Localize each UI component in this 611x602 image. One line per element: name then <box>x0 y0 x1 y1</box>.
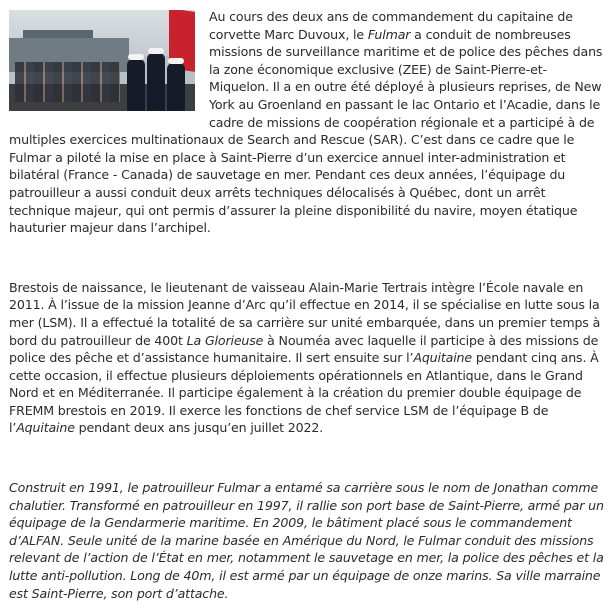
photo-sailor <box>127 59 145 111</box>
article-body <box>9 8 605 602</box>
ship-name: Aquitaine <box>16 420 75 436</box>
ship-name: La Glorieuse <box>186 332 264 348</box>
photo-sailor-cap <box>148 48 164 54</box>
photo-sailor <box>167 63 185 111</box>
photo-sailor <box>147 53 165 111</box>
text-run: Au cours des deux ans de commandement du capitaine de corvette Marc Duvoux, le <box>209 9 573 42</box>
photo-crowd <box>15 62 120 102</box>
text-run: a conduit de nombreuses missions de surveillance maritime et de police des pêches dans la zone économique exclusive (ZEE) de Saint-Pierre-et-Miquelon. Il a en outre été déployé à plusieurs reprises, de New York au Groenland en passant le lac Ontario et l’Acadie, dans le cadre de missions de coopération régionale et a participé à de multiples exercices multinationaux de Search and Rescue (SAR). C’est dans ce cadre que le Fulmar a piloté la mise en place à Saint-Pierre d’un exercice annuel inter-administration et bilatéral (France - Canada) de sauvetage en mer. Pendant ces deux années, l’équipage du patrouilleur a aussi conduit deux arrêts techniques délocalisés à Québec, dont un arrêt technique majeur, qui ont permis d’assurer la pleine disponibilité du navire, moyen étatique hauturier majeur dans l’archipel. <box>9 26 603 236</box>
ceremony-photo <box>9 10 195 111</box>
text-run: pendant cinq ans. À cette occasion, il effectue plusieurs déploiements opérationnels en Atlantique, dans le Grand Nord et en Méditerranée. Il participe également à la création du premier double équipage de FREMM brestois en 2019. Il exerce les fonctions de chef service LSM de l’équipage B de l’ <box>9 350 599 436</box>
ship-name: Aquitaine <box>413 350 472 366</box>
paragraph-ship-history: Construit en 1991, le patrouilleur Fulmar a entamé sa carrière sous le nom de Jonathan comme chalutier. Transformé en patrouilleur en 1997, il rallie son port base de Saint-Pierre, armé par un équipage de la Gendarmerie maritime. En 2009, le bâtiment placé sous le commandement d’ALFAN. Seule unité de la marine basée en Amérique du Nord, le Fulmar conduit des missions relevant de l’action de l’État en mer, notamment le sauvetage en mer, la police des pêches et la lutte anti-pollution. Long de 40m, il est armé par un équipage de onze marins. Sa ville marraine est Saint-Pierre, son port d’attache. <box>9 480 604 601</box>
text-run: pendant deux ans jusqu’en juillet 2022. <box>74 420 324 436</box>
photo-sailor-cap <box>128 54 144 60</box>
paragraph-new-commander <box>9 279 605 437</box>
text-run: Brestois de naissance, le lieutenant de vaisseau Alain-Marie Tertrais intègre l’École navale en 2011. À l’issue de la mission Jeanne d’Arc qu’il effectue en 2014, il se spécialise en lutte sous la mer (LSM). Il a effectué la totalité de sa carrière sur unité embarquée, dans un premier temps à bord du patrouilleur de 400t <box>9 279 601 348</box>
photo-sailor-cap <box>168 58 184 64</box>
text-run: à Nouméa avec laquelle il participe à des missions de police des pêche et d’assistance humanitaire. Il sert ensuite sur l’ <box>9 332 599 366</box>
ship-name: Fulmar <box>367 26 411 42</box>
